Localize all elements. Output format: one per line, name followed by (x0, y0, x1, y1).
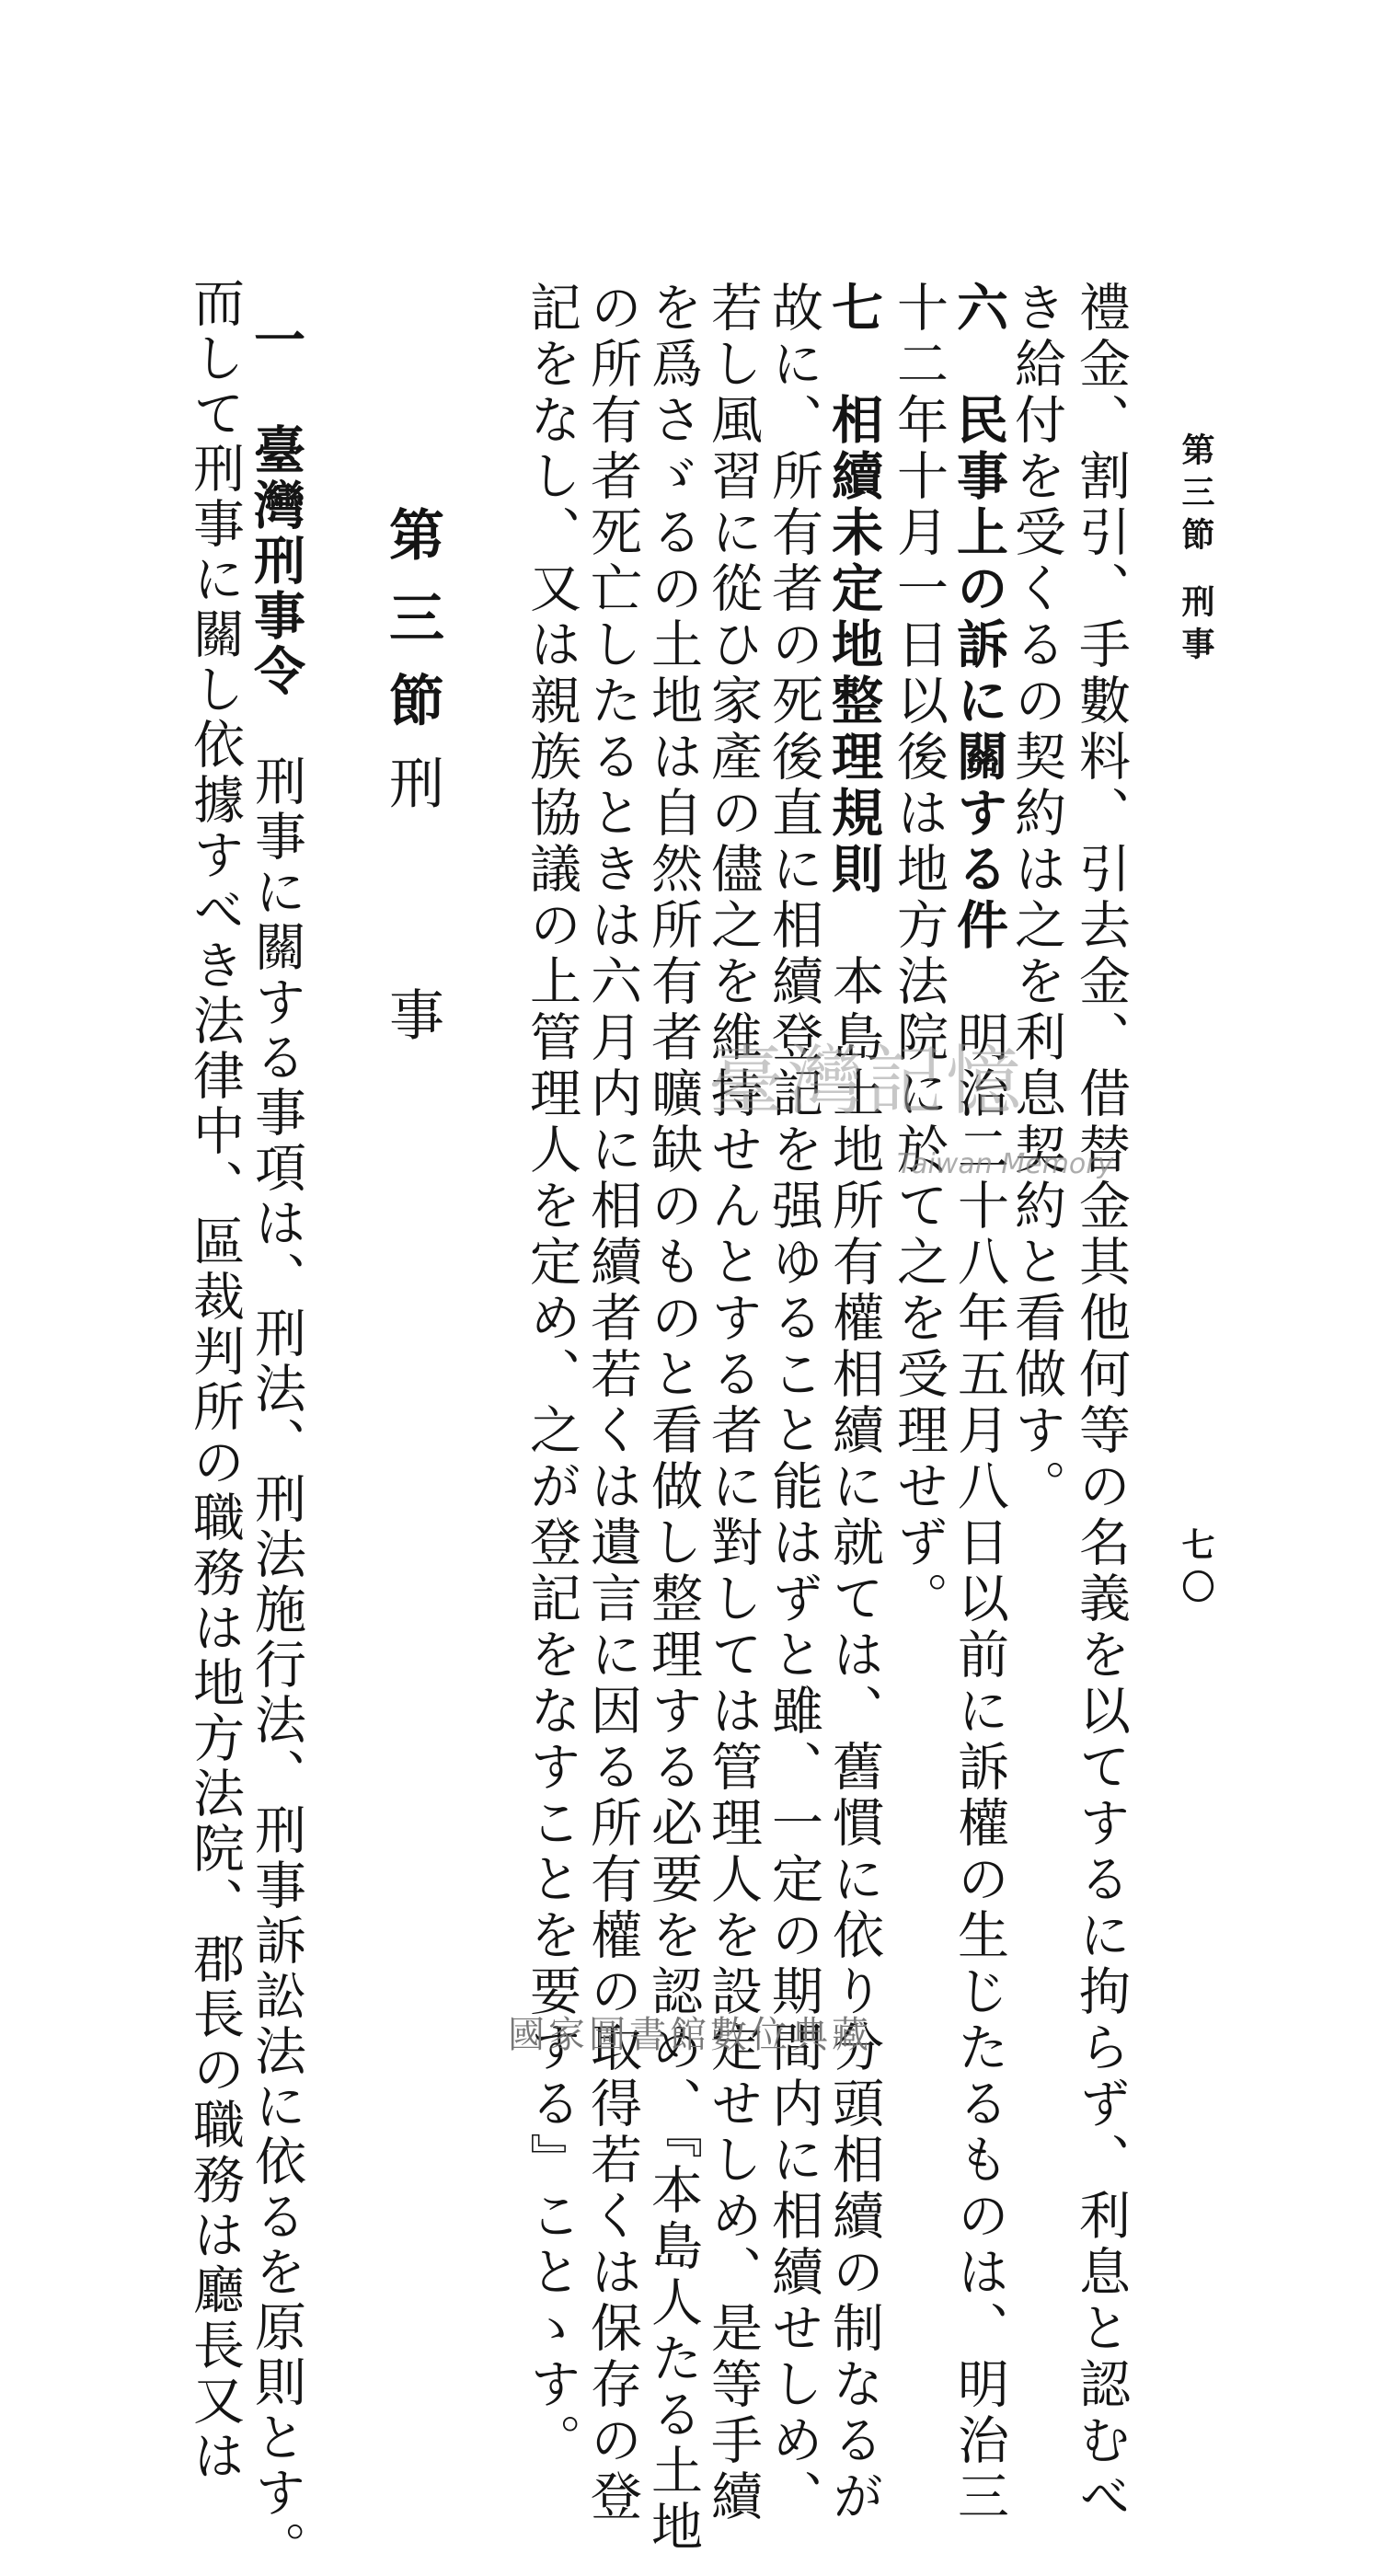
running-header-topic: 刑事 (1177, 584, 1215, 669)
body-column (1071, 281, 1131, 2525)
article-heading: 一 臺灣刑事令 (246, 313, 306, 699)
body-column (522, 281, 581, 2469)
body-line: を爲さゞるの土地は自然所有者曠缺のものと看做し整理する必要を認め、『本島人たる土地 (643, 281, 703, 2556)
article-heading: 六 民事上の訴に關する件 (949, 281, 1009, 954)
body-line: き給付を受くるの契約は之を利息契約と看做す。 (1006, 281, 1066, 1515)
body-line: 刑事に關する事項は、刑法、刑法施行法、刑事訴訟法に依るを原則とす。 (247, 699, 306, 2576)
body-line: 本島土地所有權相續に就ては、舊慣に依り分頭相續の制なるが (824, 898, 884, 2525)
body-line: 禮金、割引、手數料、引去金、借替金其他何等の名義を以てするに拘らず、利息と認むべ (1071, 281, 1131, 2525)
body-line: 記をなし、又は親族協議の上管理人を定め、之が登記をなすことを要する』ことゝす。 (522, 281, 581, 2469)
section-body-column (185, 276, 245, 2484)
body-line: 而して刑事に關し依據すべき法律中、區裁判所の職務は地方法院、郡長の職務は廳長又は (185, 276, 245, 2484)
footer-credit: 國家圖書館數位典藏 (508, 2014, 872, 2056)
section-number: 第三節 (380, 506, 444, 754)
section-title: 刑 事 (380, 754, 444, 1064)
body-line: 十二年十月一日以後は地方法院に於て之を受理せず。 (889, 281, 949, 1627)
body-line: 若し風習に從ひ家產の儘之を維持せんとする者に對しては管理人を設定せしめ、是等手續 (703, 281, 763, 2525)
body-column (643, 281, 703, 2556)
running-header-section: 第三節 (1177, 432, 1215, 559)
body-column (703, 281, 763, 2525)
body-column (949, 281, 1009, 2525)
section-body-column (246, 313, 306, 2576)
page-number: 七〇 (1177, 1527, 1215, 1612)
body-line: の所有者死亡したるときは六月内に相續者若くは遺言に因る所有權の取得若くは保存の登 (582, 281, 642, 2525)
body-column (823, 281, 884, 2525)
body-column (764, 281, 823, 2525)
body-column (1006, 281, 1066, 1515)
body-column (582, 281, 642, 2525)
watermark-seal: 臺灣記憶 (708, 1038, 1026, 1125)
body-column (889, 281, 949, 1627)
body-line: 故に、所有者の死後直に相續登記を强ゆること能はずと雖、一定の期間内に相續せしめ、 (764, 281, 823, 2525)
watermark-label: Taiwan Memory (897, 1148, 1114, 1180)
body-line: 明治二十八年五月八日以前に訴權の生じたるものは、明治三 (949, 954, 1009, 2525)
article-heading: 七 相續未定地整理規則 (823, 281, 884, 898)
